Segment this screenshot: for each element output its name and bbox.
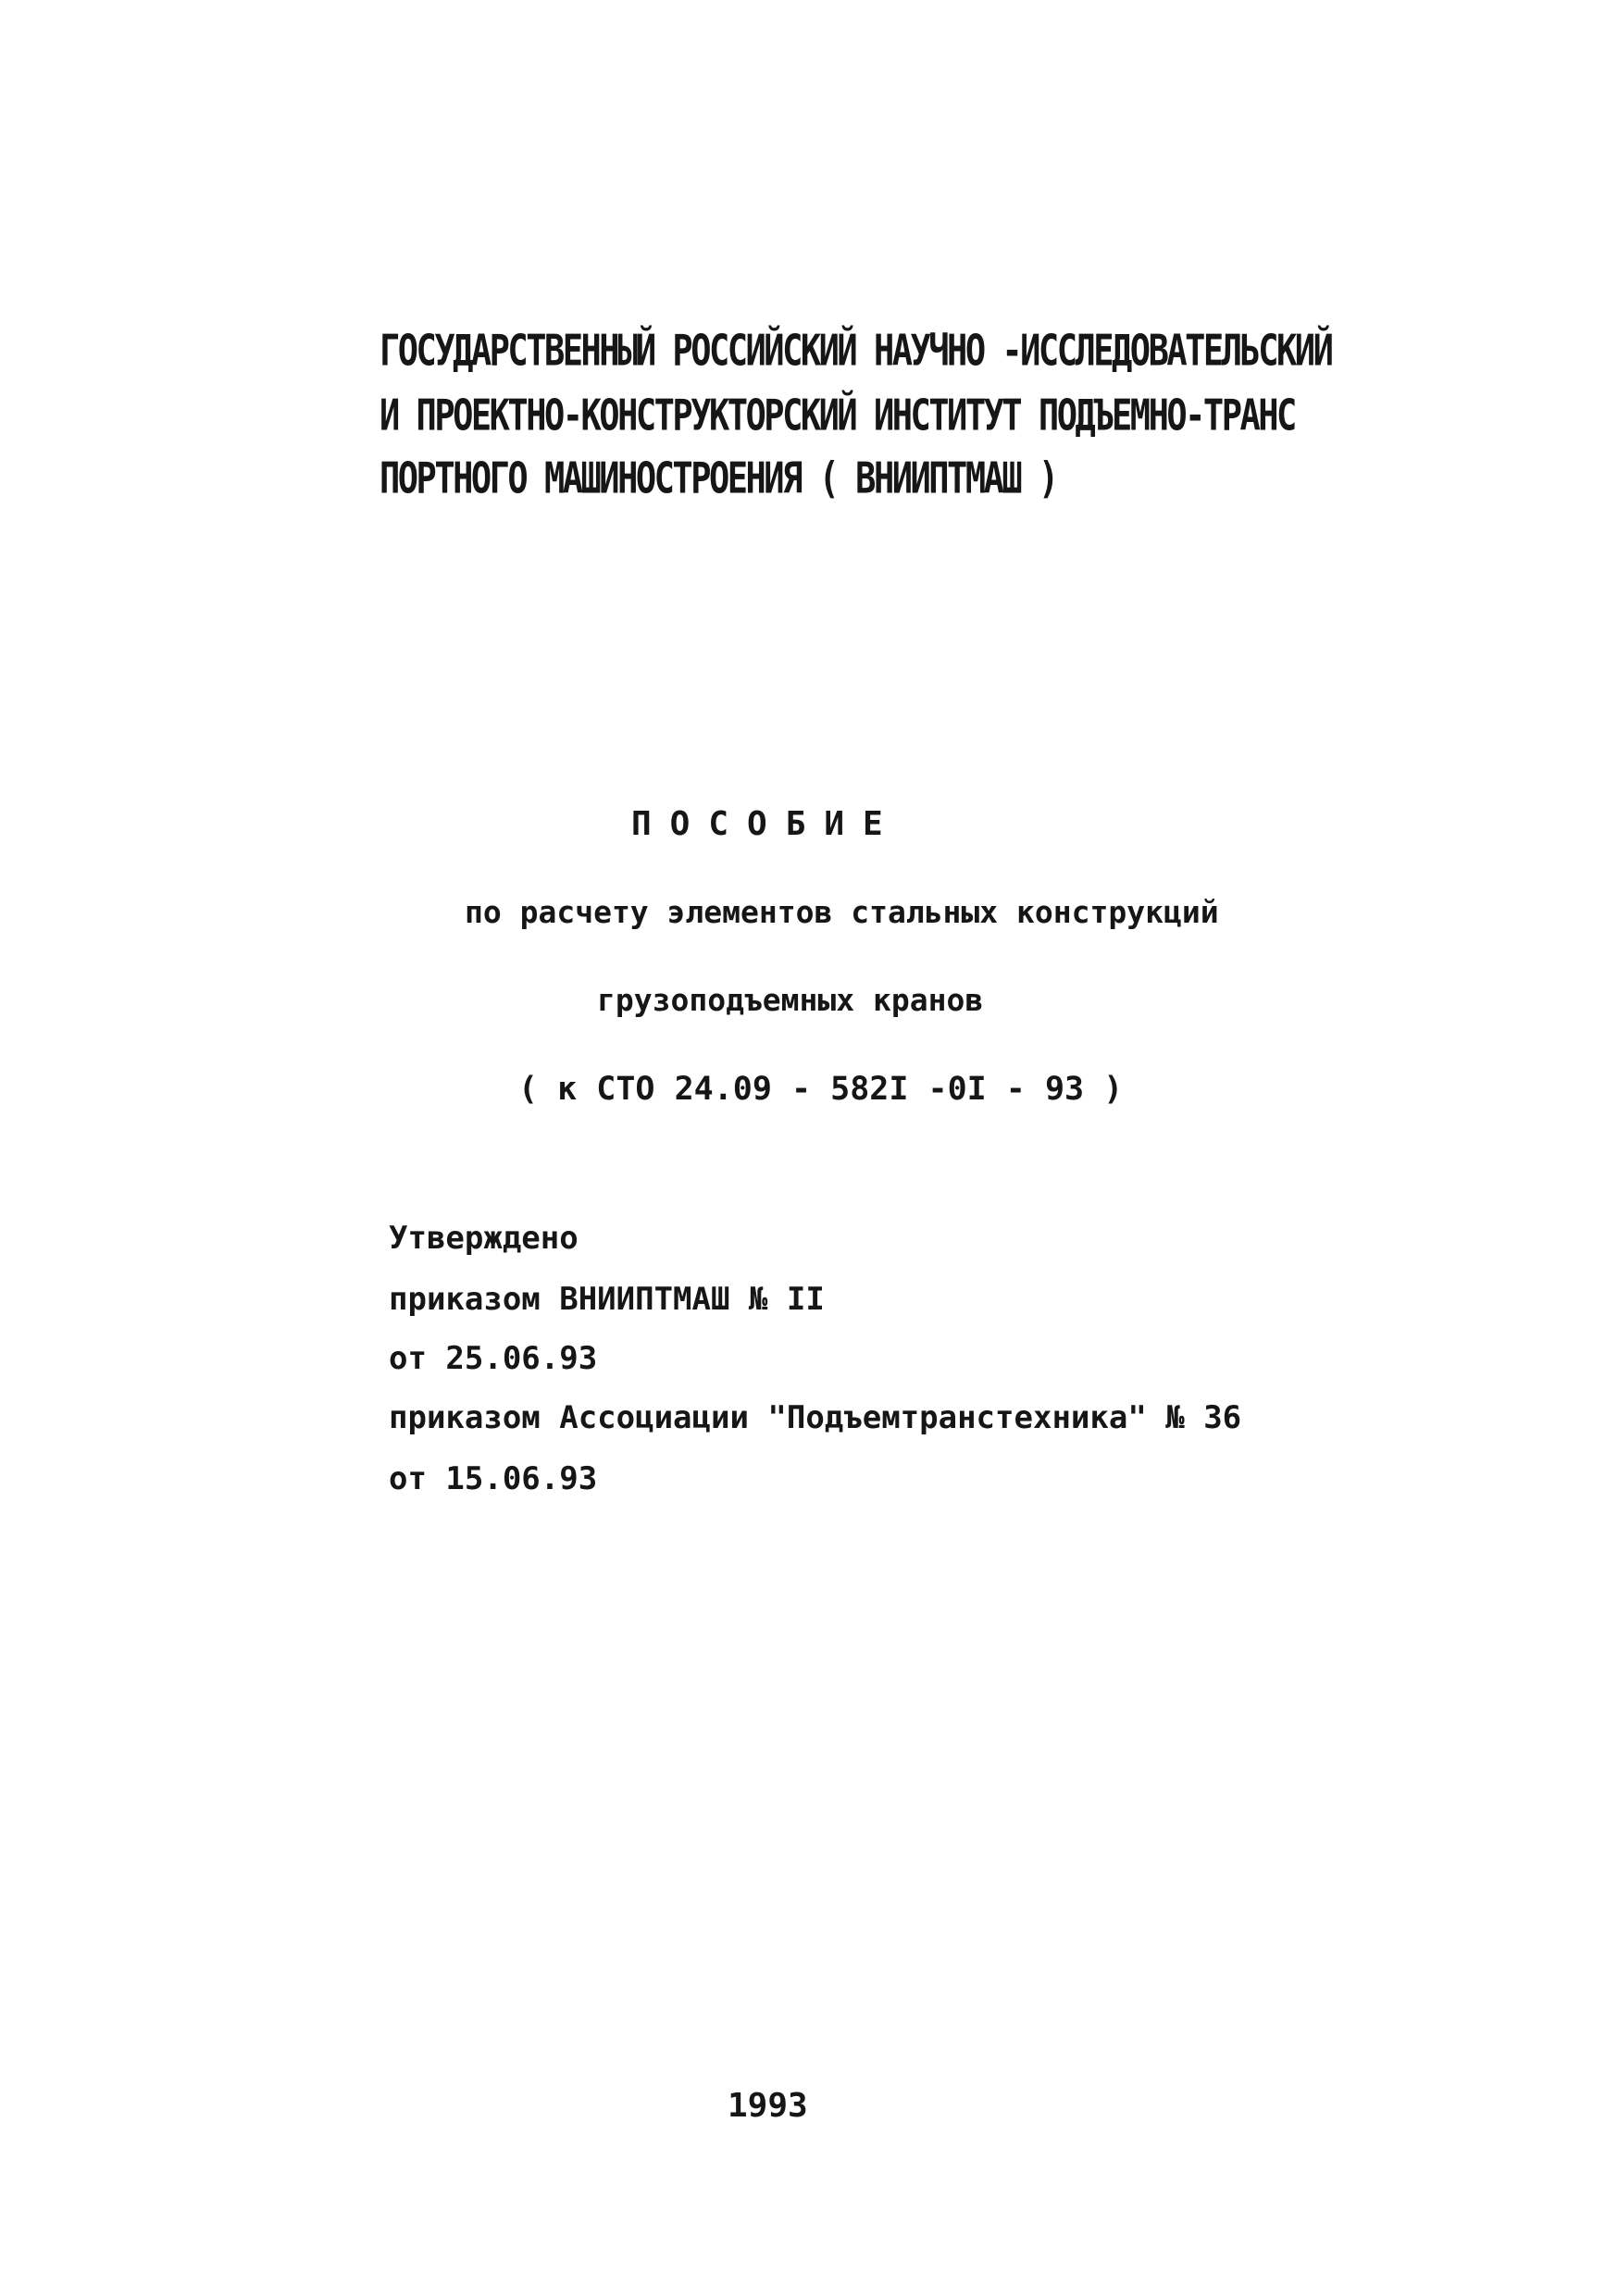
standard-reference: ( к СТО 24.09 - 582I -0I - 93 ) (518, 1071, 1124, 1108)
document-subtitle-line-1: по расчету элементов стальных конструкций (465, 894, 1219, 930)
approval-order-2: приказом Ассоциации "Подъемтранстехника" № 36 (389, 1399, 1242, 1436)
approval-order-2-date: от 15.06.93 (389, 1460, 598, 1497)
organization-line-3: ПОРТНОГО МАШИНОСТРОЕНИЯ ( ВНИИПТМАШ ) (380, 453, 1057, 503)
document-subtitle-line-2: грузоподъемных кранов (597, 982, 984, 1018)
publication-year: 1993 (728, 2087, 808, 2125)
approval-heading: Утверждено (389, 1220, 579, 1257)
document-title: ПОСОБИЕ (631, 805, 902, 843)
organization-line-1: ГОСУДАРСТВЕННЫЙ РОССИЙСКИЙ НАУЧНО -ИССЛЕДОВАТЕЛЬСКИЙ (380, 326, 1332, 376)
approval-order-1: приказом ВНИИПТМАШ № II (389, 1281, 825, 1318)
approval-order-1-date: от 25.06.93 (389, 1340, 598, 1377)
organization-line-2: И ПРОЕКТНО-КОНСТРУКТОРСКИЙ ИНСТИТУТ ПОДЪЕМНО-ТРАНС (380, 391, 1295, 441)
